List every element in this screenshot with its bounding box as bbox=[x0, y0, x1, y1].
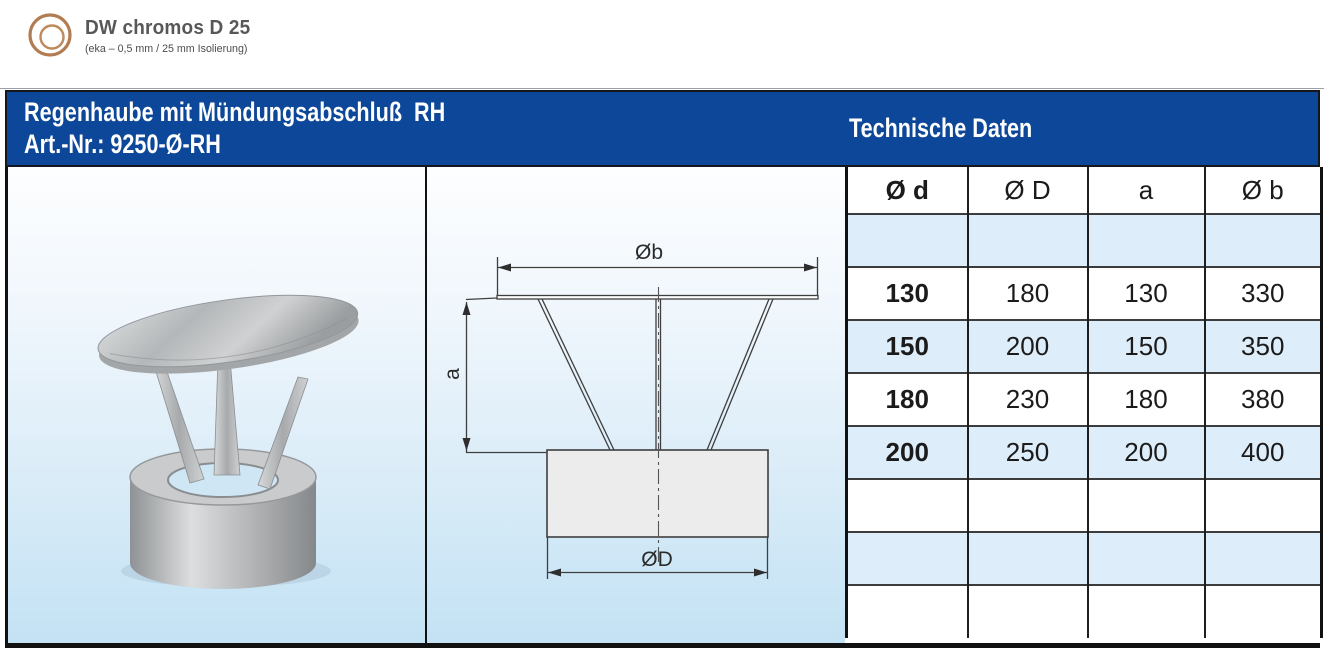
table-row bbox=[847, 320, 1322, 373]
table-column-header: Ø b bbox=[1205, 167, 1322, 214]
dim-label-od: ØD bbox=[641, 548, 673, 571]
table-cell bbox=[1088, 585, 1205, 638]
technical-drawing-panel bbox=[427, 167, 845, 643]
table-cell: 350 bbox=[1205, 320, 1322, 373]
table-cell: 150 bbox=[847, 320, 968, 373]
page-bottom-rule bbox=[5, 643, 1320, 648]
table-cell: 200 bbox=[847, 426, 968, 479]
table-cell bbox=[847, 585, 968, 638]
table-row bbox=[847, 267, 1322, 320]
table-column-header: Ø d bbox=[847, 167, 968, 214]
table-cell bbox=[968, 532, 1088, 585]
header-divider-rule bbox=[0, 88, 1324, 89]
table-cell bbox=[847, 214, 968, 267]
table-cell bbox=[968, 585, 1088, 638]
table-cell bbox=[1088, 479, 1205, 532]
table-cell: 200 bbox=[1088, 426, 1205, 479]
table-row bbox=[847, 214, 1322, 267]
dim-label-ob: Øb bbox=[634, 241, 664, 264]
table-cell: 130 bbox=[1088, 267, 1205, 320]
table-cell bbox=[968, 214, 1088, 267]
table-cell: 150 bbox=[1088, 320, 1205, 373]
table-row bbox=[847, 426, 1322, 479]
table-cell bbox=[1205, 585, 1322, 638]
article-number: Art.-Nr.: 9250-Ø-RH bbox=[24, 129, 221, 159]
table-cell: 180 bbox=[847, 373, 968, 426]
table-cell bbox=[968, 479, 1088, 532]
technical-drawing bbox=[427, 167, 845, 643]
brand-name: DW chromos D 25 bbox=[85, 17, 251, 39]
table-cell: 180 bbox=[968, 267, 1088, 320]
title-bar bbox=[5, 90, 1320, 167]
brand-subtitle: (eka – 0,5 mm / 25 mm Isolierung) bbox=[85, 43, 248, 55]
table-header-row bbox=[847, 167, 1322, 214]
table-cell: 400 bbox=[1205, 426, 1322, 479]
table-cell: 250 bbox=[968, 426, 1088, 479]
technical-data-table bbox=[845, 167, 1323, 638]
table-cell: 330 bbox=[1205, 267, 1322, 320]
table-cell: 180 bbox=[1088, 373, 1205, 426]
table-column-header: Ø D bbox=[968, 167, 1088, 214]
table-cell bbox=[1205, 479, 1322, 532]
table-cell: 200 bbox=[968, 320, 1088, 373]
section-title-technische-daten: Technische Daten bbox=[849, 113, 1033, 143]
table-cell bbox=[847, 532, 968, 585]
dim-label-a: a bbox=[441, 368, 464, 380]
table-cell: 130 bbox=[847, 267, 968, 320]
product-photo-panel bbox=[5, 167, 427, 643]
brand-logo-rings-icon bbox=[24, 10, 76, 62]
table-cell bbox=[1205, 532, 1322, 585]
table-row bbox=[847, 479, 1322, 532]
table-row bbox=[847, 532, 1322, 585]
product-photo-rain-hood bbox=[8, 167, 430, 643]
table-cell: 380 bbox=[1205, 373, 1322, 426]
table-row bbox=[847, 585, 1322, 638]
table-cell bbox=[1205, 214, 1322, 267]
brand-text-block bbox=[85, 17, 259, 55]
table-cell: 230 bbox=[968, 373, 1088, 426]
table-cell bbox=[1088, 532, 1205, 585]
product-title: Regenhaube mit Mündungsabschluß RH bbox=[24, 97, 446, 127]
table-cell bbox=[1088, 214, 1205, 267]
table-column-header: a bbox=[1088, 167, 1205, 214]
tech-table-body bbox=[847, 214, 1322, 638]
table-row bbox=[847, 373, 1322, 426]
table-cell bbox=[847, 479, 968, 532]
